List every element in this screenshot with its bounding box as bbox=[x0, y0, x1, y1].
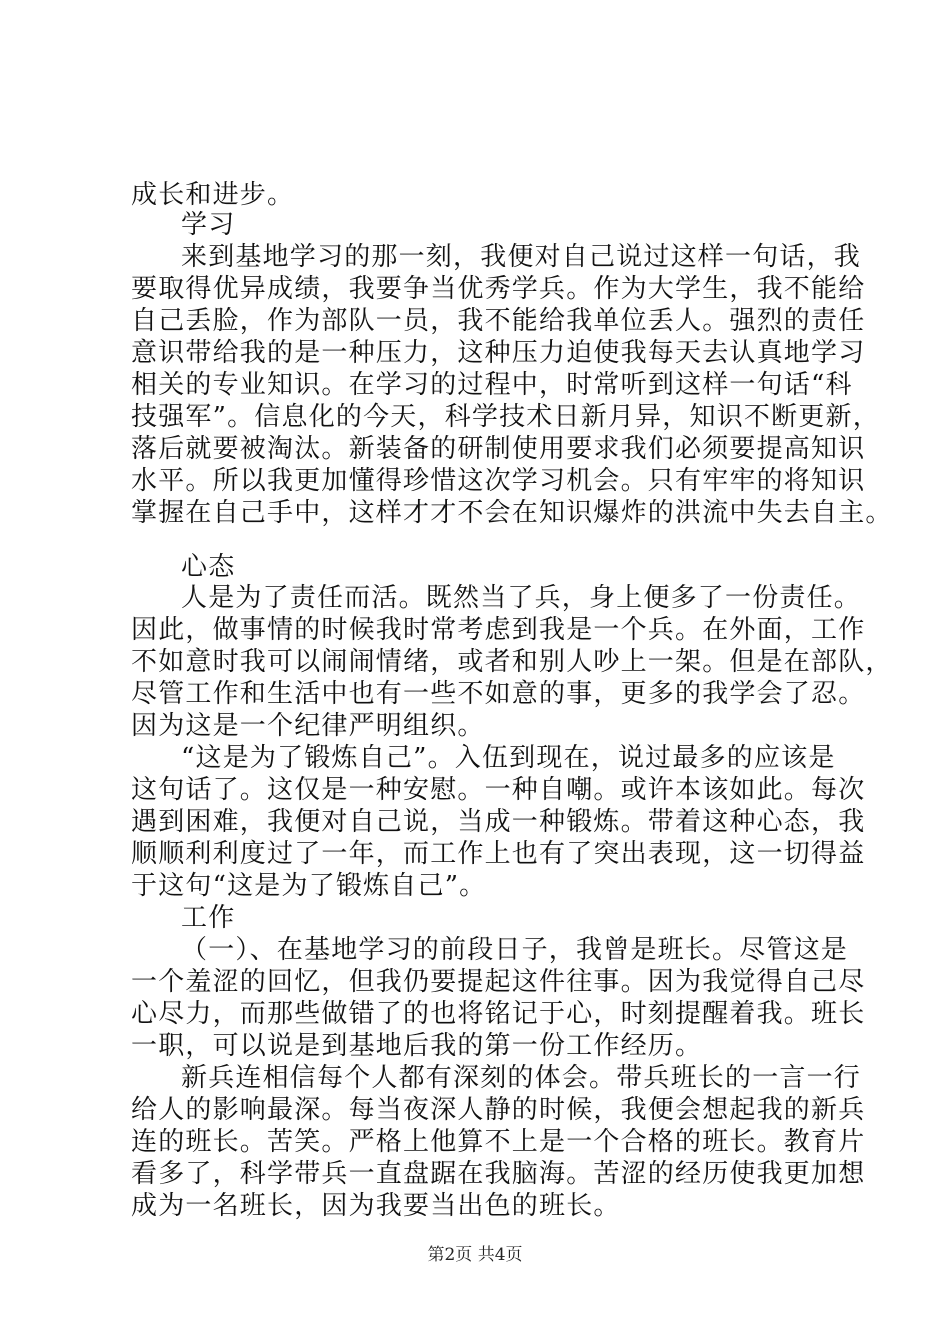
text-line: 于这句“这是为了锻炼自己”。 bbox=[131, 871, 487, 901]
page-number-footer: 第2页 共4页 bbox=[427, 1245, 523, 1265]
text-line: 技强军”。信息化的今天，科学技术日新月异，知识不断更新， bbox=[131, 402, 880, 432]
text-line: 给人的影响最深。每当夜深人静的时候，我便会想起我的新兵 bbox=[131, 1095, 866, 1125]
text-line: 来到基地学习的那一刻，我便对自己说过这样一句话，我 bbox=[181, 242, 862, 272]
text-line: 新兵连相信每个人都有深刻的体会。带兵班长的一言一行 bbox=[181, 1063, 862, 1093]
text-line: 成为一名班长，因为我要当出色的班长。 bbox=[131, 1191, 621, 1221]
text-line: 连的班长。苦笑。严格上他算不上是一个合格的班长。教育片 bbox=[131, 1127, 866, 1157]
text-line: 顺顺利利度过了一年，而工作上也有了突出表现，这一切得益 bbox=[131, 839, 866, 869]
text-line: 不如意时我可以闹闹情绪，或者和别人吵上一架。但是在部队， bbox=[131, 647, 893, 677]
text-line: 自己丢脸，作为部队一员，我不能给我单位丢人。强烈的责任 bbox=[131, 306, 866, 336]
section-heading-mindset: 心态 bbox=[181, 552, 236, 582]
text-line: 成长和进步。 bbox=[131, 180, 295, 210]
text-line: 因此，做事情的时候我时常考虑到我是一个兵。在外面，工作 bbox=[131, 615, 866, 645]
text-line: 看多了，科学带兵一直盘踞在我脑海。苦涩的经历使我更加想 bbox=[131, 1159, 866, 1189]
text-line: 尽管工作和生活中也有一些不如意的事，更多的我学会了忍。 bbox=[131, 679, 866, 709]
text-line: 因为这是一个纪律严明组织。 bbox=[131, 711, 485, 741]
text-line: 意识带给我的是一种压力，这种压力迫使我每天去认真地学习 bbox=[131, 338, 866, 368]
text-line: 心尽力，而那些做错了的也将铭记于心，时刻提醒着我。班长 bbox=[131, 999, 866, 1029]
text-line: 要取得优异成绩，我要争当优秀学兵。作为大学生，我不能给 bbox=[131, 274, 866, 304]
text-line: 遇到困难，我便对自己说，当成一种锻炼。带着这种心态，我 bbox=[131, 807, 866, 837]
section-heading-work: 工作 bbox=[181, 903, 236, 933]
text-line: （一）、在基地学习的前段日子，我曾是班长。尽管这是 bbox=[181, 935, 849, 965]
text-line: 水平。所以我更加懂得珍惜这次学习机会。只有牢牢的将知识 bbox=[131, 466, 866, 496]
text-line: 掌握在自己手中，这样才才不会在知识爆炸的洪流中失去自主。 bbox=[131, 498, 893, 528]
text-line: 落后就要被淘汰。新装备的研制使用要求我们必须要提高知识 bbox=[131, 434, 866, 464]
text-line: 这句话了。这仅是一种安慰。一种自嘲。或许本该如此。每次 bbox=[131, 775, 866, 805]
section-heading-study: 学习 bbox=[181, 210, 236, 240]
text-line: 一个羞涩的回忆，但我仍要提起这件往事。因为我觉得自己尽 bbox=[131, 967, 866, 997]
text-line: 相关的专业知识。在学习的过程中，时常听到这样一句话“科 bbox=[131, 370, 853, 400]
text-line: 一职，可以说是到基地后我的第一份工作经历。 bbox=[131, 1031, 703, 1061]
text-line: 人是为了责任而活。既然当了兵，身上便多了一份责任。 bbox=[181, 583, 862, 613]
text-line: “这是为了锻炼自己”。入伍到现在，说过最多的应该是 bbox=[181, 743, 836, 773]
